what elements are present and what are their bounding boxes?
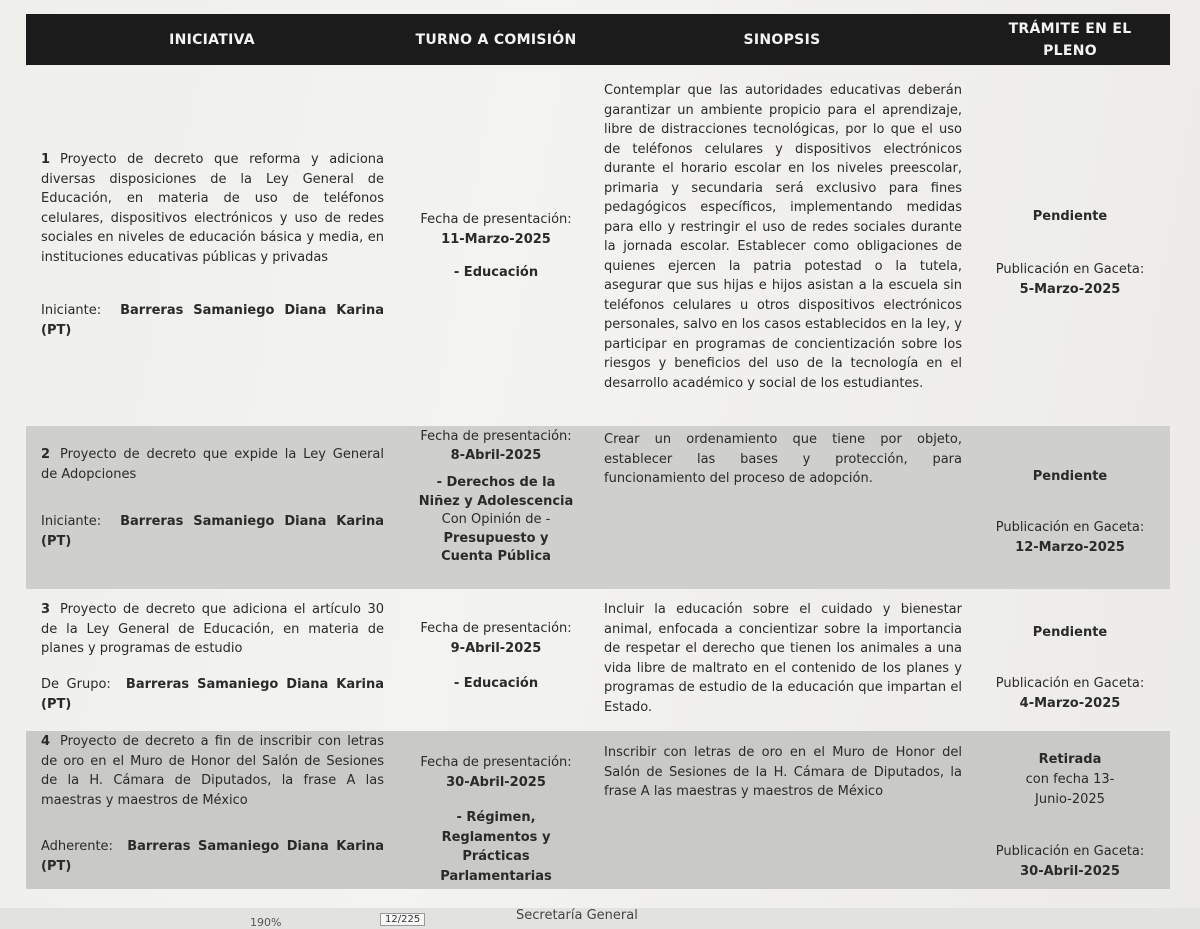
initiative-author: Adherente: Barreras Samaniego Diana Karina (PT) xyxy=(41,839,385,874)
initiative-author: Iniciante: Barreras Samaniego Diana Karina (PT) xyxy=(41,303,385,338)
header-sinopsis: SINOPSIS xyxy=(743,31,821,48)
initiative-title: Proyecto de decreto que adiciona el artículo 30 de la Ley General de Educación, en materia de planes y programas de estudio xyxy=(41,602,384,656)
publicacion-fecha: 30-Abril-2025 xyxy=(1020,863,1120,879)
table-row xyxy=(26,65,1170,426)
turno-cell: Fecha de presentación: 9-Abril-2025 - Educación xyxy=(398,589,594,731)
iniciativa-cell: 3 Proyecto de decreto que adiciona el artículo 30 de la Ley General de Educación, en materia de planes y programas de estudio De Grupo: Barreras Samaniego Diana Karina (PT) xyxy=(26,589,398,731)
table-row xyxy=(26,426,1170,589)
comision: - Educación xyxy=(453,676,539,691)
fecha-presentacion: 11-Marzo-2025 xyxy=(441,231,551,247)
initiatives-table xyxy=(26,14,1170,889)
turno-cell: Fecha de presentación: 11-Marzo-2025 - Educación xyxy=(398,65,594,426)
sinopsis-cell: Inscribir con letras de oro en el Muro de Honor del Salón de Sesiones de la H. Cámara de Diputados, la frase A las maestras y maestros de México xyxy=(604,745,962,799)
initiative-title: Proyecto de decreto a fin de inscribir con letras de oro en el Muro de Honor del Salón de Sesiones de la H. Cámara de Diputados, la frase A las maestras y maestros de México xyxy=(41,734,384,808)
initiative-author: De Grupo: Barreras Samaniego Diana Karina (PT) xyxy=(41,677,385,712)
table-row xyxy=(26,731,1170,889)
initiative-title: Proyecto de decreto que reforma y adiciona diversas disposiciones de la Ley General de Educación, en materia de uso de teléfonos celulares, dispositivos electrónicos y uso de redes sociales en niveles de educación básica y media, en instituciones educativas públicas y privadas xyxy=(41,152,384,265)
tramite-cell: Pendiente Publicación en Gaceta: 12-Marzo-2025 xyxy=(995,469,1145,555)
retirada-fecha: con fecha 13-Junio-2025 xyxy=(1025,772,1115,807)
turno-cell: Fecha de presentación: 30-Abril-2025 - Régimen, Reglamentos y Prácticas Parlamentarias xyxy=(398,731,594,889)
comision: - Derechos de la Niñez y Adolescencia xyxy=(418,475,574,509)
publicacion-fecha: 4-Marzo-2025 xyxy=(1019,695,1121,711)
fecha-presentacion: 9-Abril-2025 xyxy=(450,640,542,656)
tramite-cell: Pendiente Publicación en Gaceta: 5-Marzo-2025 xyxy=(995,209,1145,297)
header-turno: TURNO A COMISIÓN xyxy=(415,31,577,48)
comision: - Educación xyxy=(453,265,539,280)
iniciativa-cell: 4 Proyecto de decreto a fin de inscribir con letras de oro en el Muro de Honor del Salón de Sesiones de la H. Cámara de Diputados, la frase A las maestras y maestros de México Adherente: Barreras Samaniego Diana Karina (PT) xyxy=(26,731,398,889)
comision: - Régimen, Reglamentos y Prácticas Parlamentarias xyxy=(440,810,552,884)
initiative-title: Proyecto de decreto que expide la Ley General de Adopciones xyxy=(41,447,384,482)
fecha-presentacion: 30-Abril-2025 xyxy=(446,774,546,790)
tramite-cell: Pendiente Publicación en Gaceta: 4-Marzo-2025 xyxy=(995,625,1145,711)
status-retirada: Retirada xyxy=(1038,752,1102,767)
header-iniciativa: INICIATIVA xyxy=(169,31,255,48)
fecha-presentacion: 8-Abril-2025 xyxy=(450,447,542,463)
table-row xyxy=(26,589,1170,731)
status-pendiente: Pendiente xyxy=(1032,209,1108,224)
zoom-level[interactable]: 190% xyxy=(250,916,282,929)
status-pendiente: Pendiente xyxy=(1032,625,1108,640)
header-tramite: TRÁMITE EN EL PLENO xyxy=(1008,20,1132,59)
turno-cell: Fecha de presentación: 8-Abril-2025 - Derechos de la Niñez y Adolescencia Con Opinión de - Presupuesto y Cuenta Pública xyxy=(398,426,594,589)
opinion-label: Con Opinión de - xyxy=(441,512,551,527)
iniciativa-cell: 2 Proyecto de decreto que expide la Ley General de Adopciones Iniciante: Barreras Samaniego Diana Karina (PT) xyxy=(26,426,398,589)
sinopsis-cell: Crear un ordenamiento que tiene por objeto, establecer las bases y protección, para funcionamiento del proceso de adopción. xyxy=(604,432,962,486)
opinion-comision: Presupuesto y Cuenta Pública xyxy=(441,530,551,564)
footer-text: Secretaría General xyxy=(516,908,638,923)
tramite-cell: Retirada con fecha 13-Junio-2025 Publicación en Gaceta: 30-Abril-2025 xyxy=(995,752,1145,879)
viewer-footer xyxy=(0,908,1200,929)
sinopsis-cell: Incluir la educación sobre el cuidado y bienestar animal, enfocada a concientizar sobre la importancia de respetar el derecho que tienen los animales a una vida libre de maltrato en el contenido de los planes y programas de estudio de la educación que impartan el Estado. xyxy=(604,602,962,715)
publicacion-fecha: 12-Marzo-2025 xyxy=(1015,539,1125,555)
page-indicator[interactable]: 12/225 xyxy=(380,913,425,926)
table-header xyxy=(26,14,1170,65)
sinopsis-cell: Contemplar que las autoridades educativas deberán garantizar un ambiente propicio para el aprendizaje, libre de distracciones tecnológicas, por lo que el uso de teléfonos celulares y dispositivos electrónicos durante el horario escolar en los niveles preescolar, primaria y secundaria será exclusivo para fines pedagógicos específicos, implementando medidas para ello y restringir el uso de redes sociales durante la jornada escolar. Establecer como obligaciones de quienes ejercen la patria potestad o la tutela, asegurar que sus hijas e hijos asistan a la escuela sin teléfonos celulares u otros dispositivos electrónicos personales, salvo en los casos establecidos en la ley, y participar en programas de concientización sobre los riesgos y beneficios del uso de la tecnología en el desarrollo académico y social de los estudiantes. xyxy=(604,83,962,391)
initiative-author: Iniciante: Barreras Samaniego Diana Karina (PT) xyxy=(41,514,385,549)
iniciativa-cell: 1 Proyecto de decreto que reforma y adiciona diversas disposiciones de la Ley General de Educación, en materia de uso de teléfonos celulares, dispositivos electrónicos y uso de redes sociales en niveles de educación básica y media, en instituciones educativas públicas y privadas Iniciante: Barreras Samaniego Diana Karina (PT) xyxy=(26,65,398,426)
publicacion-fecha: 5-Marzo-2025 xyxy=(1019,281,1121,297)
status-pendiente: Pendiente xyxy=(1032,469,1108,484)
